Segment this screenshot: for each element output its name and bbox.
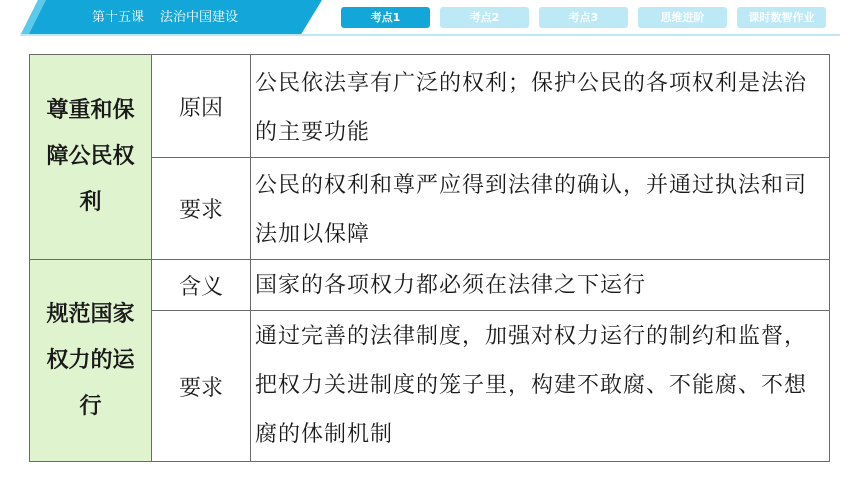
category-label: 规范国家权力的运行: [46, 301, 135, 419]
row-label-cell: [152, 260, 250, 310]
tab-thinking-advance[interactable]: 思维进阶: [638, 7, 727, 28]
lesson-number: 第十五课: [92, 10, 145, 25]
column-divider: [151, 55, 152, 461]
header-bar: [0, 0, 860, 36]
row-label: 要求: [178, 198, 223, 223]
tab-kaodian-3[interactable]: 考点3: [539, 7, 628, 28]
row-divider: [151, 157, 829, 158]
tab-homework[interactable]: 课时数智作业: [737, 7, 826, 28]
summary-table: [29, 54, 830, 462]
tab-kaodian-2[interactable]: 考点2: [440, 7, 529, 28]
content-cell: 公民依法享有广泛的权利；保护公民的各项权利是法治的主要功能: [255, 71, 808, 145]
row-label-cell: [152, 311, 250, 461]
row-divider: [30, 259, 829, 260]
row-label-cell: [152, 55, 250, 157]
row-label-cell: [152, 158, 250, 259]
category-cell-power: [30, 260, 151, 461]
row-divider: [151, 310, 829, 311]
lesson-topic: 法治中国建设: [160, 10, 239, 25]
row-label: 要求: [178, 375, 223, 401]
content-cell: 通过完善的法律制度，加强对权力运行的制约和监督，把权力关进制度的笼子里，构建不敢腐、不能腐、不想腐的体制机制: [255, 324, 808, 447]
category-cell-rights: [30, 55, 151, 259]
row-label: 含义: [178, 274, 223, 300]
header-divider: [20, 34, 840, 36]
row-label: 原因: [178, 95, 223, 121]
lesson-title: [92, 8, 238, 28]
content-cell: 国家的各项权力都必须在法律之下运行: [255, 273, 647, 298]
content-cell: 公民的权利和尊严应得到法律的确认，并通过执法和司法加以保障: [255, 173, 808, 247]
column-divider: [250, 55, 251, 461]
category-label: 尊重和保障公民权利: [46, 98, 135, 215]
tab-kaodian-1[interactable]: 考点1: [341, 7, 430, 28]
